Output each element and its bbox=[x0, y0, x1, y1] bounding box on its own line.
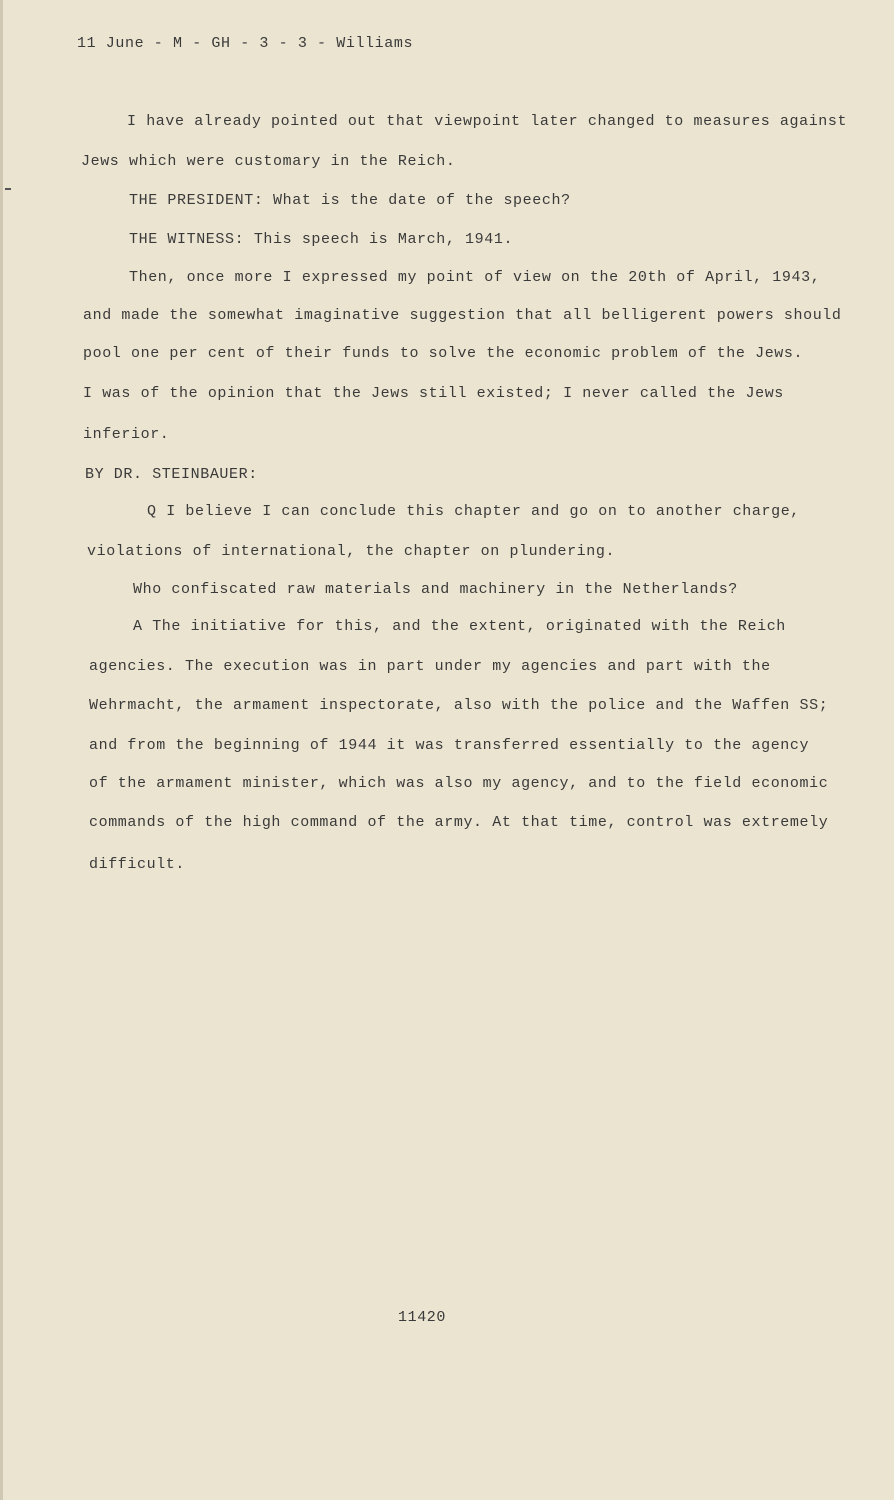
text-line: Then, once more I expressed my point of view on the 20th of April, 1943, bbox=[129, 269, 821, 286]
text-line: BY DR. STEINBAUER: bbox=[85, 466, 258, 483]
text-line: and from the beginning of 1944 it was transferred essentially to the agency bbox=[89, 737, 810, 754]
text-line: THE WITNESS: This speech is March, 1941. bbox=[129, 231, 514, 248]
text-line: pool one per cent of their funds to solve the economic problem of the Jews. bbox=[83, 345, 804, 362]
text-line: inferior. bbox=[83, 426, 170, 443]
text-line: agencies. The execution was in part under my agencies and part with the bbox=[89, 658, 771, 675]
text-line: and made the somewhat imaginative suggestion that all belligerent powers should bbox=[83, 307, 842, 324]
text-line: of the armament minister, which was also my agency, and to the field economic bbox=[89, 775, 829, 792]
text-line: violations of international, the chapter on plundering. bbox=[87, 543, 616, 560]
text-line: THE PRESIDENT: What is the date of the speech? bbox=[129, 192, 571, 209]
page-number: 11420 bbox=[398, 1309, 447, 1326]
text-line: Wehrmacht, the armament inspectorate, also with the police and the Waffen SS; bbox=[89, 697, 829, 714]
edge-mark bbox=[5, 188, 11, 190]
text-line: Jews which were customary in the Reich. bbox=[81, 153, 456, 170]
text-line: difficult. bbox=[89, 856, 186, 873]
text-line: Who confiscated raw materials and machinery in the Netherlands? bbox=[133, 581, 738, 598]
page-header: 11 June - M - GH - 3 - 3 - Williams bbox=[77, 35, 414, 52]
text-line: Q I believe I can conclude this chapter and go on to another charge, bbox=[147, 503, 800, 520]
text-line: I have already pointed out that viewpoint later changed to measures against bbox=[127, 113, 848, 130]
text-line: A The initiative for this, and the extent, originated with the Reich bbox=[133, 618, 786, 635]
text-line: I was of the opinion that the Jews still existed; I never called the Jews bbox=[83, 385, 784, 402]
text-line: commands of the high command of the army. At that time, control was extremely bbox=[89, 814, 829, 831]
